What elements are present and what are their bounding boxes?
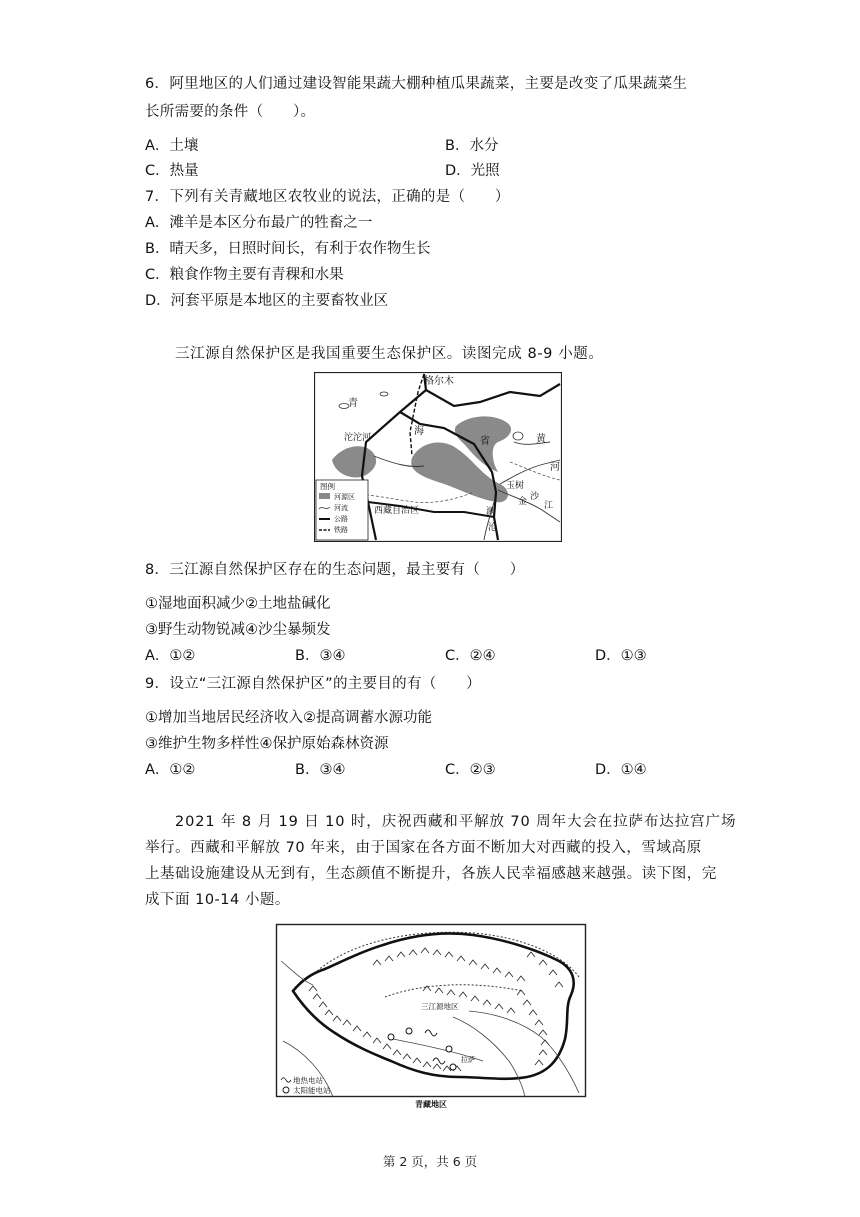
q8-option-a: A．①②: [145, 648, 196, 664]
q9-option-d: D．①④: [595, 762, 647, 778]
legend-road: 公路: [334, 515, 348, 523]
intro-10-14-line4: 成下面 10-14 小题。: [145, 892, 290, 908]
label-cang: 沧: [488, 523, 498, 533]
label-qing: 青: [348, 398, 358, 409]
legend-title: 图例: [320, 482, 335, 491]
map2-region-label: 三江源地区: [421, 1002, 459, 1011]
label-xizang: 西藏自治区: [374, 506, 420, 516]
sanjiangyuan-map: [314, 372, 562, 542]
q8-option-b: B．③④: [295, 648, 346, 664]
q8-option-d: D．①③: [595, 648, 647, 664]
q6-option-a: A．土壤: [145, 138, 199, 154]
legend-river: 河流: [334, 504, 348, 512]
label-geermu: 格尔木: [424, 376, 454, 387]
map1-legend: [316, 480, 368, 540]
page-footer: 第 2 页，共 6 页: [382, 1154, 478, 1169]
q7-option-d: D．河套平原是本地区的主要畜牧业区: [145, 293, 389, 309]
q6-option-c: C．热量: [145, 163, 199, 179]
intro-8-9: 三江源自然保护区是我国重要生态保护区。读图完成 8-9 小题。: [175, 346, 604, 362]
qinghai-tibet-map: [273, 921, 589, 1110]
q9-item-line2: ③维护生物多样性④保护原始森林资源: [145, 736, 389, 752]
label-jiang: 江: [544, 501, 554, 511]
q8-option-c: C．②④: [445, 648, 496, 664]
q9-stem: 9．设立“三江源自然保护区”的主要目的有（ ）: [145, 676, 481, 692]
q7-option-b: B．晴天多，日照时间长，有利于农作物生长: [145, 241, 431, 257]
label-huang: 黄: [536, 434, 546, 445]
intro-10-14-line3: 上基础设施建设从无到有，生态颜值不断提升，各族人民幸福感越来越强。读下图，完: [145, 866, 717, 882]
q6-stem-line2: 长所需要的条件（ ）。: [145, 104, 316, 120]
label-yushu: 玉树: [506, 481, 525, 491]
label-hai: 海: [414, 426, 424, 437]
q7-stem: 7．下列有关青藏地区农牧业的说法，正确的是（ ）: [145, 189, 510, 205]
q9-option-a: A．①②: [145, 762, 196, 778]
legend-source-area: 河源区: [334, 493, 355, 501]
legend-geothermal: 地热电站: [293, 1076, 323, 1085]
q8-item-line2: ③野生动物锐减④沙尘暴频发: [145, 622, 331, 638]
label-jin: 金: [518, 497, 528, 507]
q8-item-line1: ①湿地面积减少②土地盐碱化: [145, 596, 331, 612]
intro-10-14-line2: 举行。西藏和平解放 70 年来，由于国家在各方面不断加大对西藏的投入，雪域高原: [145, 840, 702, 856]
map2-city-label: 拉萨: [461, 1056, 475, 1064]
label-he: 河: [550, 462, 560, 473]
label-sha: 沙: [530, 492, 540, 502]
label-lan: 澜: [486, 507, 496, 517]
q7-option-a: A．滩羊是本区分布最广的牲畜之一: [145, 215, 373, 231]
label-tuotuohe: 沱沱河: [344, 433, 372, 443]
legend-solar: 太阳能电站: [293, 1086, 331, 1095]
q8-stem: 8．三江源自然保护区存在的生态问题，最主要有（ ）: [145, 562, 525, 578]
q6-option-d: D．光照: [445, 163, 500, 179]
q9-option-c: C．②③: [445, 762, 496, 778]
intro-10-14-line1: 2021 年 8 月 19 日 10 时，庆祝西藏和平解放 70 周年大会在拉萨布达拉宫广场: [175, 814, 737, 830]
label-sheng: 省: [480, 436, 490, 447]
q9-option-b: B．③④: [295, 762, 346, 778]
map2-caption: 青藏地区: [415, 1100, 447, 1109]
q7-option-c: C．粮食作物主要有青稞和水果: [145, 267, 344, 283]
q6-option-b: B．水分: [445, 138, 499, 154]
q6-stem-line1: 6．阿里地区的人们通过建设智能果蔬大棚种植瓜果蔬菜，主要是改变了瓜果蔬菜生: [145, 76, 688, 92]
legend-railway: 铁路: [334, 526, 348, 534]
q9-item-line1: ①增加当地居民经济收入②提高调蓄水源功能: [145, 710, 432, 726]
